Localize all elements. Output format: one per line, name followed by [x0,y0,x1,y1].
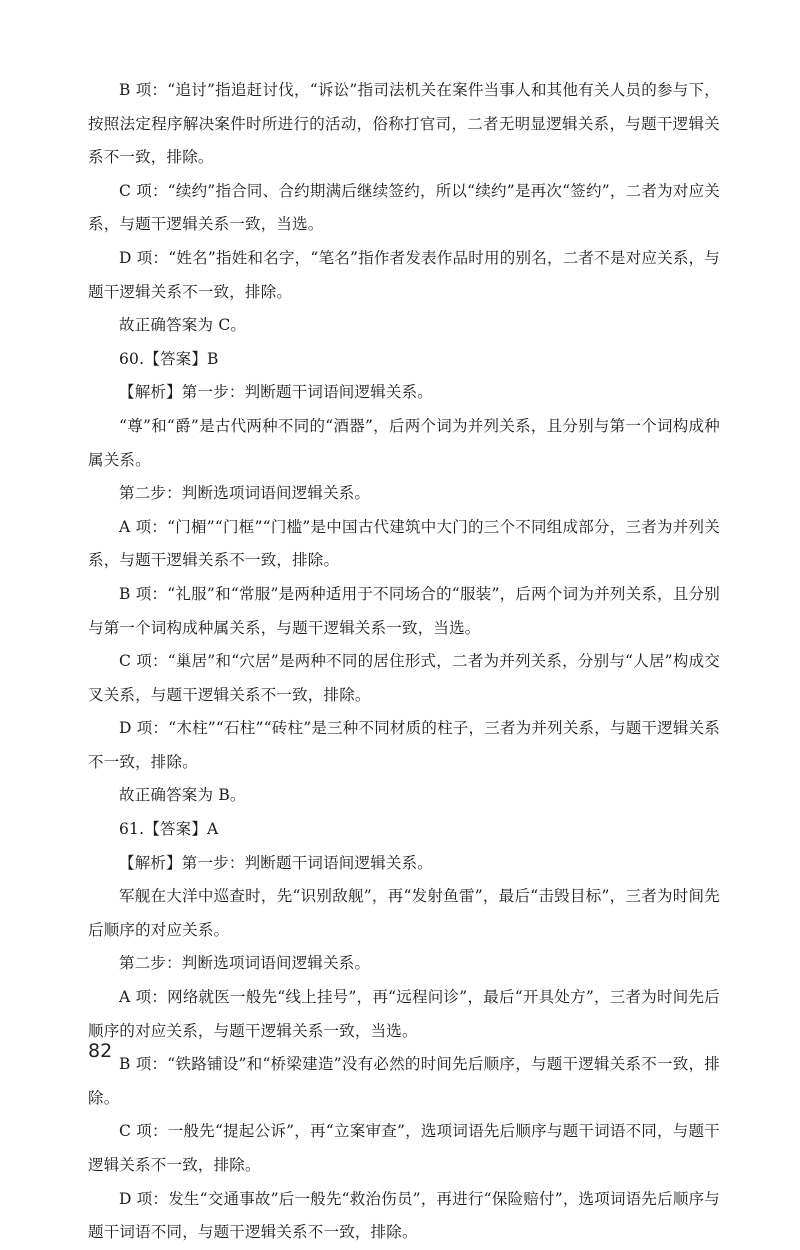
analysis-step2-q60: 第二步：判断选项词语间逻辑关系。 [119,484,371,503]
option-b-explanation-q60: B 项：“礼服”和“常服”是两种适用于不同场合的“服装”，后两个词为并列关系，且分别与第一个词构成种属关系，与题干逻辑关系一致，当选。 [88,584,720,637]
conclusion-q60: 故正确答案为 B。 [119,786,246,805]
answer-explanation-body [88,74,720,1250]
option-a-explanation-q60: A 项：“门楣”“门框”“门槛”是中国古代建筑中大门的三个不同组成部分，三者为并列关系，与题干逻辑关系不一致，排除。 [88,517,720,570]
stem-relation-q60: “尊”和“爵”是古代两种不同的“酒器”，后两个词为并列关系，且分别与第一个词构成种属关系。 [88,416,720,469]
analysis-step2-q61: 第二步：判断选项词语间逻辑关系。 [119,954,371,973]
option-b-explanation-q59: B 项：“追讨”指追赶讨伐，“诉讼”指司法机关在案件当事人和其他有关人员的参与下，按照法定程序解决案件时所进行的活动，俗称打官司，二者无明显逻辑关系，与题干逻辑关系不一致，排除。 [88,81,720,167]
answer-heading-q60: 60.【答案】B [119,349,219,368]
option-c-explanation-q60: C 项：“巢居”和“穴居”是两种不同的居住形式，二者为并列关系，分别与“人居”构成交叉关系，与题干逻辑关系不一致，排除。 [88,652,720,704]
analysis-step1-q61: 【解析】第一步：判断题干词语间逻辑关系。 [119,853,434,872]
option-d-explanation-q60: D 项：“木柱”“石柱”“砖柱”是三种不同材质的柱子，三者为并列关系，与题干逻辑关系不一致，排除。 [88,719,720,771]
option-a-explanation-q61: A 项：网络就医一般先“线上挂号”，再“远程问诊”，最后“开具处方”，三者为时间先后顺序的对应关系，与题干逻辑关系一致，当选。 [88,988,720,1040]
option-c-explanation-q61: C 项：一般先“提起公诉”，再“立案审查”，选项词语先后顺序与题干词语不同，与题干逻辑关系不一致，排除。 [88,1122,720,1174]
page-number: 82 [88,1040,113,1062]
answer-heading-q61: 61.【答案】A [119,820,219,839]
stem-relation-q61: 军舰在大洋中巡查时，先“识别敌舰”，再“发射鱼雷”，最后“击毁目标”，三者为时间先后顺序的对应关系。 [88,887,720,939]
option-c-explanation-q59: C 项：“续约”指合同、合约期满后继续签约，所以“续约”是再次“签约”，二者为对应关系，与题干逻辑关系一致，当选。 [88,181,720,234]
option-d-explanation-q61: D 项：发生“交通事故”后一般先“救治伤员”，再进行“保险赔付”，选项词语先后顺序与题干词语不同，与题干逻辑关系不一致，排除。 [88,1189,720,1242]
analysis-step1-q60: 【解析】第一步：判断题干词语间逻辑关系。 [119,383,434,402]
option-d-explanation-q59: D 项：“姓名”指姓和名字，“笔名”指作者发表作品时用的别名，二者不是对应关系，与题干逻辑关系不一致，排除。 [88,248,720,301]
conclusion-q59: 故正确答案为 C。 [119,316,247,335]
option-b-explanation-q61: B 项：“铁路铺设”和“桥梁建造”没有必然的时间先后顺序，与题干逻辑关系不一致，排除。 [88,1055,720,1107]
